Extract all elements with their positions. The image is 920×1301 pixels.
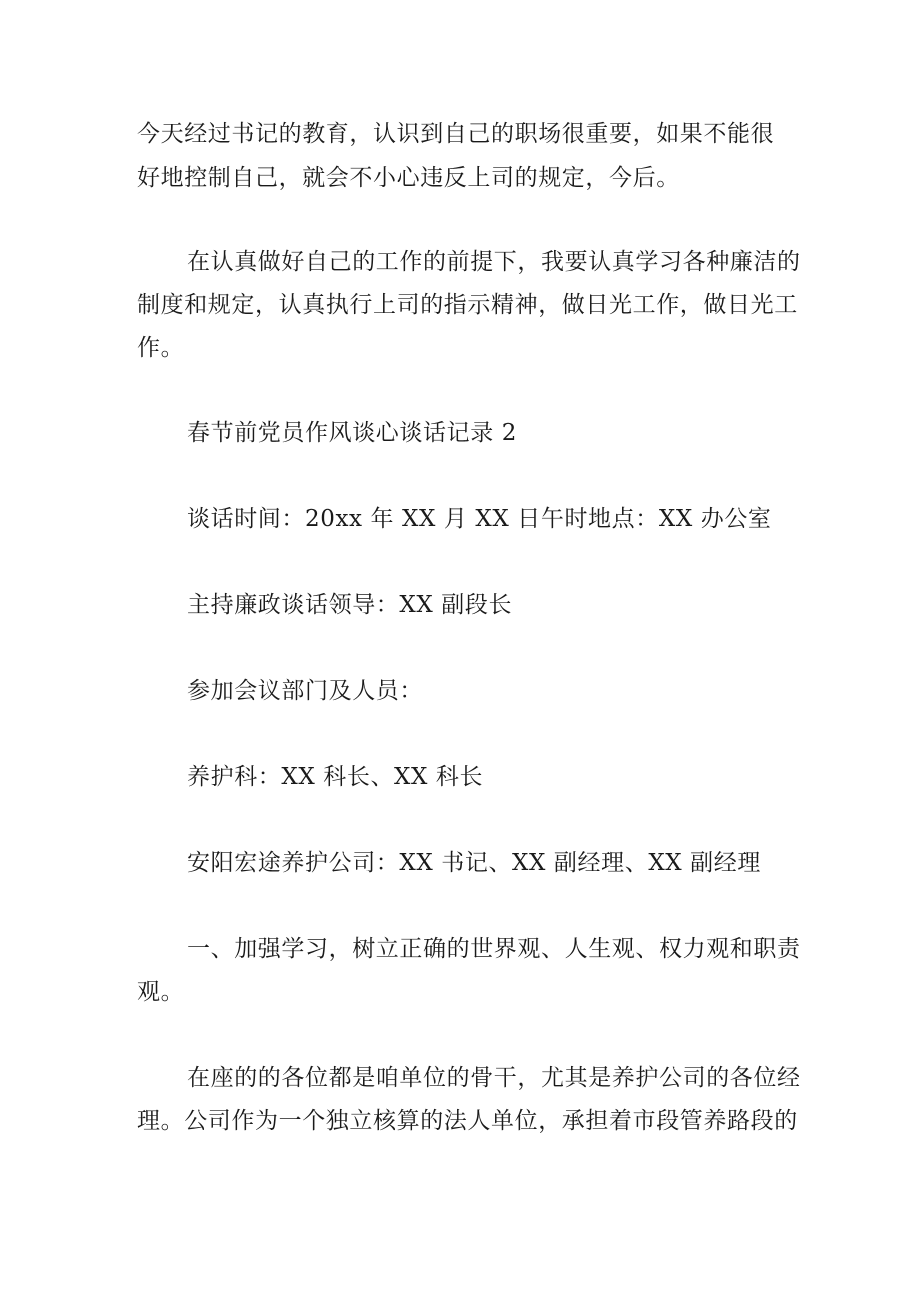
- paragraph-2-line-2: 制度和规定，认真执行上司的指示精神，做日光工作，做日光工: [137, 292, 798, 318]
- paragraph-2-line-3: 作。: [137, 335, 185, 361]
- paragraph-2-line-1: 在认真做好自己的工作的前提下，我要认真学习各种廉洁的: [187, 249, 801, 275]
- paragraph-3-line-1: 在座的的各位都是咱单位的骨干，尤其是养护公司的各位经: [187, 1065, 801, 1091]
- paragraph-1-line-2: 好地控制自己，就会不小心违反上司的规定，今后。: [137, 165, 680, 191]
- section-heading: 春节前党员作风谈心谈话记录 2: [187, 420, 517, 446]
- paragraph-1-line-1: 今天经过书记的教育，认识到自己的职场很重要，如果不能很: [137, 121, 775, 147]
- point-1-line-2: 观。: [137, 979, 185, 1005]
- attendees-heading: 参加会议部门及人员：: [187, 678, 423, 704]
- attendees-maintenance-dept: 养护科：XX 科长、XX 科长: [187, 764, 484, 790]
- point-1-line-1: 一、加强学习，树立正确的世界观、人生观、权力观和职责: [187, 936, 801, 962]
- attendees-company: 安阳宏途养护公司：XX 书记、XX 副经理、XX 副经理: [187, 850, 761, 876]
- meeting-host: 主持廉政谈话领导：XX 副段长: [187, 592, 513, 618]
- paragraph-3-line-2: 理。公司作为一个独立核算的法人单位，承担着市段管养路段的: [137, 1108, 798, 1134]
- meeting-time-location: 谈话时间：20xx 年 XX 月 XX 日午时地点：XX 办公室: [187, 506, 772, 532]
